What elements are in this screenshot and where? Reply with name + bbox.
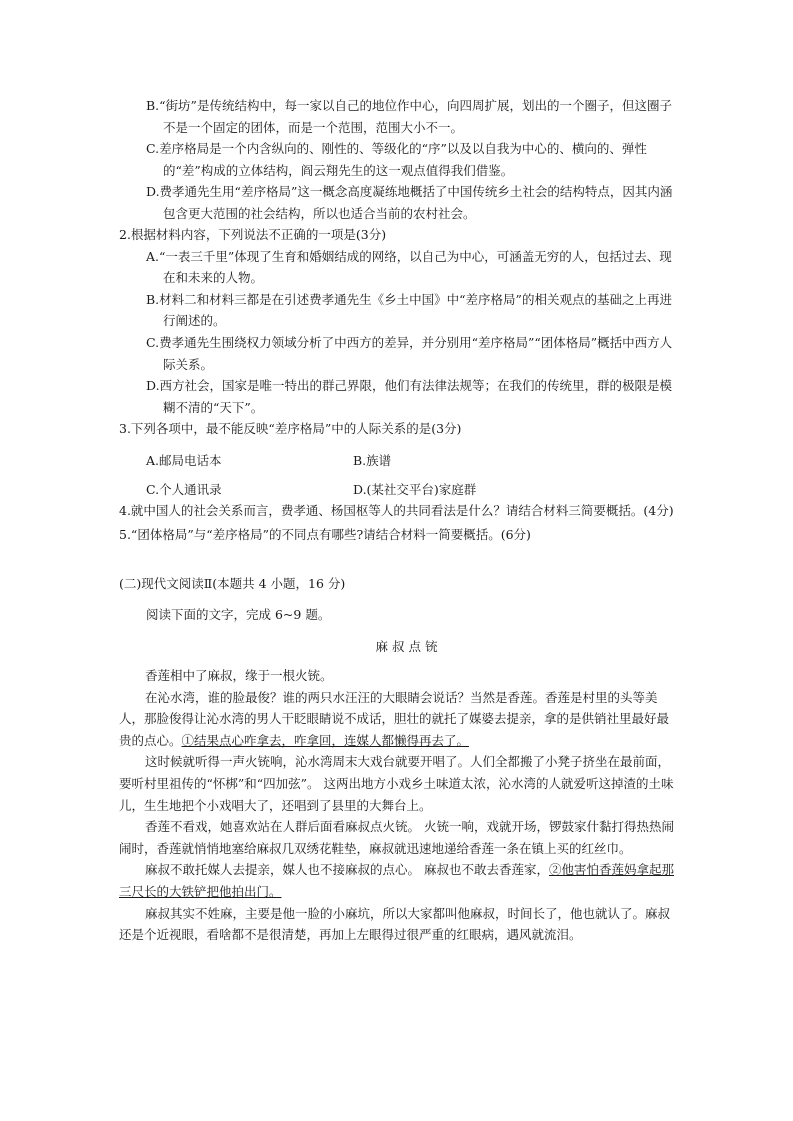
questions-4-5 bbox=[0, 500, 793, 545]
q1-option-c: C.差序格局是一个内含纵向的、刚性的、等级化的“序”以及以自我为中心的、横向的、弹性的“差”构成的立体结构，阎云翔先生的这一观点值得我们借鉴。 bbox=[146, 141, 647, 178]
story-p5-text: 麻叔不敢托媒人去提亲，媒人也不接麻叔的点心。 麻叔也不敢去香莲家， bbox=[145, 862, 549, 878]
story-paragraph-5 bbox=[119, 859, 681, 902]
q2-option-a: A.“一表三千里”体现了生育和婚姻结成的网络，以自己为中心，可涵盖无穷的人，包括过去、现在和未来的人物。 bbox=[146, 248, 672, 286]
q3-row-cd bbox=[0, 479, 793, 501]
q1-options bbox=[0, 95, 793, 225]
q3-option-a: A.邮局电话本 bbox=[146, 453, 222, 468]
q2-option-b: B.材料二和材料三都是在引述费孝通先生《乡土中国》中“差序格局”的相关观点的基础之上再进行阐述的。 bbox=[146, 291, 672, 329]
q3-option-c: C.个人通讯录 bbox=[146, 482, 222, 497]
q3-row-ab bbox=[0, 450, 793, 472]
question-3 bbox=[0, 418, 793, 440]
passage-title: 麻 叔 点 铳 bbox=[375, 639, 438, 654]
section-2-instruction: 阅读下面的文字，完成 6~9 题。 bbox=[146, 607, 331, 622]
q2-option-c: C.费孝通先生围绕权力领域分析了中西方的差异，并分别用“差序格局”“团体格局”概括中西方人际关系。 bbox=[146, 334, 673, 372]
q2-stem: 2.根据材料内容，下列说法不正确的一项是(3分) bbox=[119, 227, 387, 242]
story-paragraph-2 bbox=[119, 687, 681, 752]
section-2-heading bbox=[0, 573, 793, 595]
story-paragraph-6: 麻叔其实不姓麻，主要是他一脸的小麻坑，所以大家都叫他麻叔，时间长了，他也就认了。麻叔还是个近视眼，看啥都不是很清楚，再加上左眼得过很严重的红眼病，遇风就流泪。 bbox=[119, 905, 671, 943]
story-paragraph-3: 这时候就听得一声火铳响，沁水湾周末大戏台就要开唱了。人们全都搬了小凳子挤坐在最前面，要听村里祖传的“怀梆”和“四加弦”。 这两出地方小戏乡土味道太浓，沁水湾的人就爱听这掉渣的土味儿，生生地把个小戏唱大了，还唱到了县里的大舞台上。 bbox=[119, 754, 674, 813]
question-2 bbox=[0, 224, 793, 418]
story-p2-text: 在沁水湾，谁的脸最俊？谁的两只水汪汪的大眼睛会说话？当然是香莲。香莲是村里的头等美人，那脸俊得让沁水湾的男人干眨眼睛说不成话，胆壮的就托了媒婆去提亲，拿的是供销社里最好最贵的点心。 bbox=[119, 689, 670, 748]
q3-stem: 3.下列各项中，最不能反映“差序格局”中的人际关系的是(3分) bbox=[119, 421, 462, 436]
underlined-sentence-1: ①结果点心咋拿去，咋拿回，连媒人都懒得再去了。 bbox=[181, 732, 470, 748]
q2-option-d: D.西方社会，国家是唯一特出的群己界限，他们有法律法规等；在我们的传统里，群的极限是模糊不清的“天下”。 bbox=[146, 378, 673, 415]
q3-option-b: B.族谱 bbox=[353, 453, 392, 468]
q1-option-b: B.“街坊”是传统结构中，每一家以自己的地位作中心，向四周扩展，划出的一个圈子，但这圈子不是一个固定的团体，而是一个范围，范围大小不一。 bbox=[146, 98, 672, 135]
section-2-instruction-block bbox=[0, 604, 793, 626]
section-2-title: (二)现代文阅读Ⅱ(本题共 4 小题，16 分) bbox=[119, 576, 346, 591]
q5-stem: 5.“团体格局”与“差序格局”的不同点有哪些?请结合材料一简要概括。(6分) bbox=[119, 526, 531, 542]
story-paragraph-1: 香莲相中了麻叔，缘于一根火铳。 bbox=[145, 668, 333, 683]
q4-stem: 4.就中国人的社会关系而言，费孝通、杨国枢等人的共同看法是什么？请结合材料三简要概括。(4分) bbox=[119, 503, 674, 518]
q1-option-d: D.费孝通先生用“差序格局”这一概念高度凝练地概括了中国传统乡土社会的结构特点，因其内涵包含更大范围的社会结构，所以也适合当前的农村社会。 bbox=[146, 184, 673, 221]
story-paragraph-4: 香莲不看戏，她喜欢站在人群后面看麻叔点火铳。 火铳一响，戏就开场，锣鼓家什黏打得热热闹闹时，香莲就悄悄地塞给麻叔几双绣花鞋垫，麻叔就迅速地递给香莲一条在镇上买的红丝巾。 bbox=[119, 819, 674, 856]
passage-title-block bbox=[0, 636, 793, 658]
underlined-sentence-2: ②他害怕香莲妈拿起那三尺长的大铁铲把他拍出门。 bbox=[119, 862, 674, 899]
q3-option-d: D.(某社交平台)家庭群 bbox=[353, 482, 477, 497]
story-body bbox=[119, 665, 681, 946]
